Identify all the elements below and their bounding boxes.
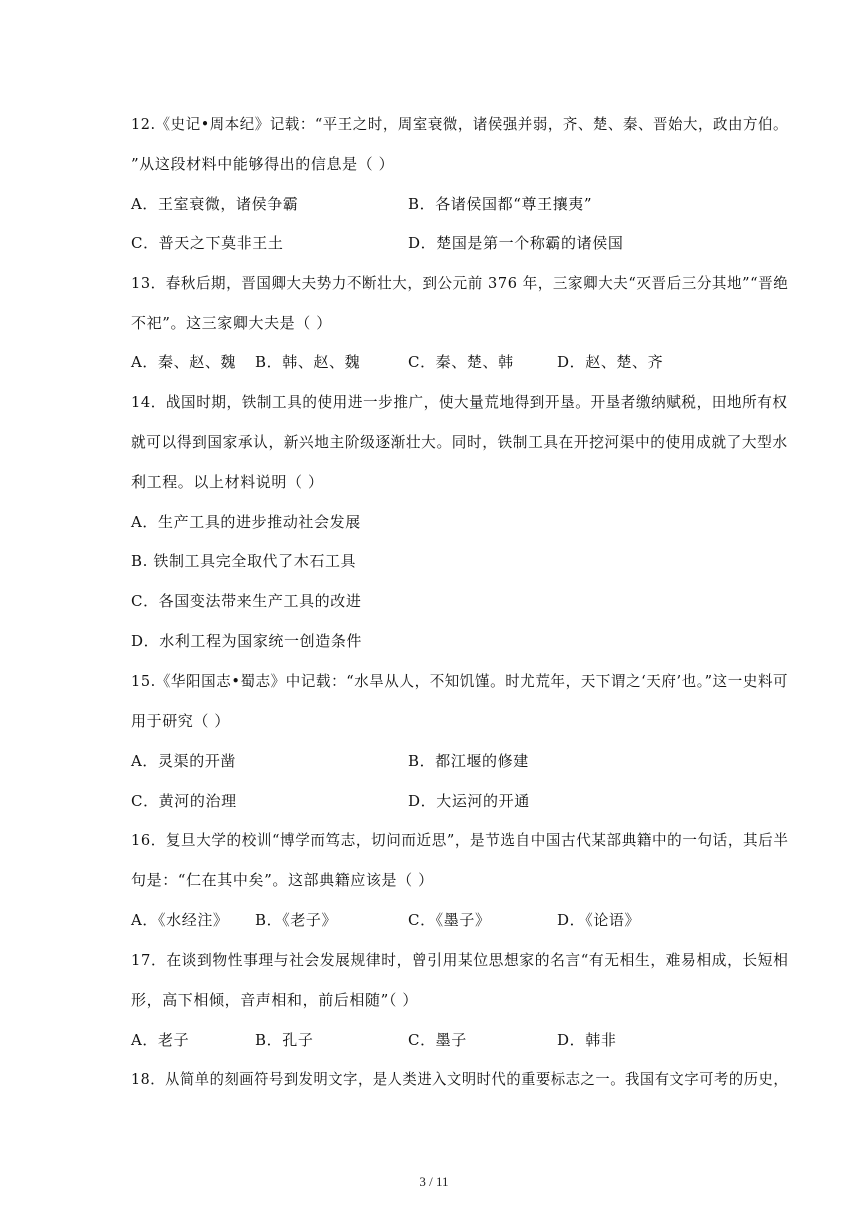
question-17-stem-line-1: 17．在谈到物性事理与社会发展规律时，曾引用某位思想家的名言“有无相生，难易相成，长短相: [131, 951, 789, 969]
question-14-stem-line-1: 14．战国时期，铁制工具的使用进一步推广，使大量荒地得到开垦。开垦者缴纳赋税，田地所有权: [131, 393, 788, 411]
question-12-option-c: C．普天之下莫非王土: [131, 234, 284, 252]
question-17-option-c: C．墨子: [408, 1031, 467, 1049]
question-14-option-c: C．各国变法带来生产工具的改进: [131, 592, 362, 610]
question-14-option-d: D．水利工程为国家统一创造条件: [131, 632, 363, 650]
question-16-option-a: A．《水经注》: [131, 911, 229, 929]
question-16-stem-line-2: 句是：“仁在其中矣”。这部典籍应该是（ ）: [131, 871, 434, 889]
question-16-option-d: D．《论语》: [557, 911, 641, 929]
question-12-option-d: D．楚国是第一个称霸的诸侯国: [408, 234, 624, 252]
question-17-option-a: A．老子: [131, 1031, 190, 1049]
question-17-option-d: D．韩非: [557, 1031, 617, 1049]
question-17-stem-line-2: 形，高下相倾，音声相和，前后相随”（ ）: [131, 991, 418, 1009]
question-12-option-b: B．各诸侯国都“尊王攘夷”: [408, 195, 593, 213]
question-12-stem-line-2: ”从这段材料中能够得出的信息是（ ）: [131, 155, 395, 173]
question-14-option-a: A．生产工具的进步推动社会发展: [131, 513, 361, 531]
question-15-stem-line-2: 用于研究（ ）: [131, 712, 230, 730]
page-number: 3 / 11: [419, 1174, 449, 1189]
question-14-option-b: B. 铁制工具完全取代了木石工具: [131, 552, 357, 570]
question-15-option-c: C．黄河的治理: [131, 792, 237, 810]
question-16-option-c: C．《墨子》: [408, 911, 491, 929]
question-13-option-d: D．赵、楚、齐: [557, 353, 664, 371]
question-17-option-b: B．孔子: [255, 1031, 314, 1049]
question-15-option-b: B．都江堰的修建: [408, 752, 529, 770]
question-13-stem-line-1: 13．春秋后期，晋国卿大夫势力不断壮大，到公元前 376 年，三家卿大夫“灭晋后三分其地”“晋绝: [131, 274, 789, 292]
question-16-option-b: B．《老子》: [255, 911, 338, 929]
question-14-stem-line-2: 就可以得到国家承认，新兴地主阶级逐渐壮大。同时，铁制工具在开挖河渠中的使用成就了大型水: [131, 433, 788, 451]
question-15-option-a: A．灵渠的开凿: [131, 752, 237, 770]
question-15-option-d: D．大运河的开通: [408, 792, 530, 810]
question-13-option-c: C．秦、楚、韩: [408, 353, 514, 371]
question-13-option-b: B．韩、赵、魏: [255, 353, 361, 371]
question-15-stem-line-1: 15.《华阳国志•蜀志》中记载：“水旱从人，不知饥馑。时尤荒年，天下谓之‘天府’也。”这一史料可: [131, 672, 789, 690]
question-16-stem-line-1: 16．复旦大学的校训“博学而笃志，切问而近思”，是节选自中国古代某部典籍中的一句话，其后半: [131, 831, 789, 849]
question-12-option-a: A．王室衰微，诸侯争霸: [131, 195, 299, 213]
question-13-option-a: A．秦、赵、魏: [131, 353, 237, 371]
question-12-stem-line-1: 12.《史记•周本纪》记载：“平王之时，周室衰微，诸侯强并弱，齐、楚、秦、晋始大，政由方伯。: [131, 115, 789, 133]
question-18-stem-line-1: 18．从简单的刻画符号到发明文字，是人类进入文明时代的重要标志之一。我国有文字可考的历史，: [131, 1070, 789, 1088]
question-14-stem-line-3: 利工程。以上材料说明（ ）: [131, 473, 324, 491]
question-13-stem-line-2: 不祀”。这三家卿大夫是（ ）: [131, 314, 332, 332]
